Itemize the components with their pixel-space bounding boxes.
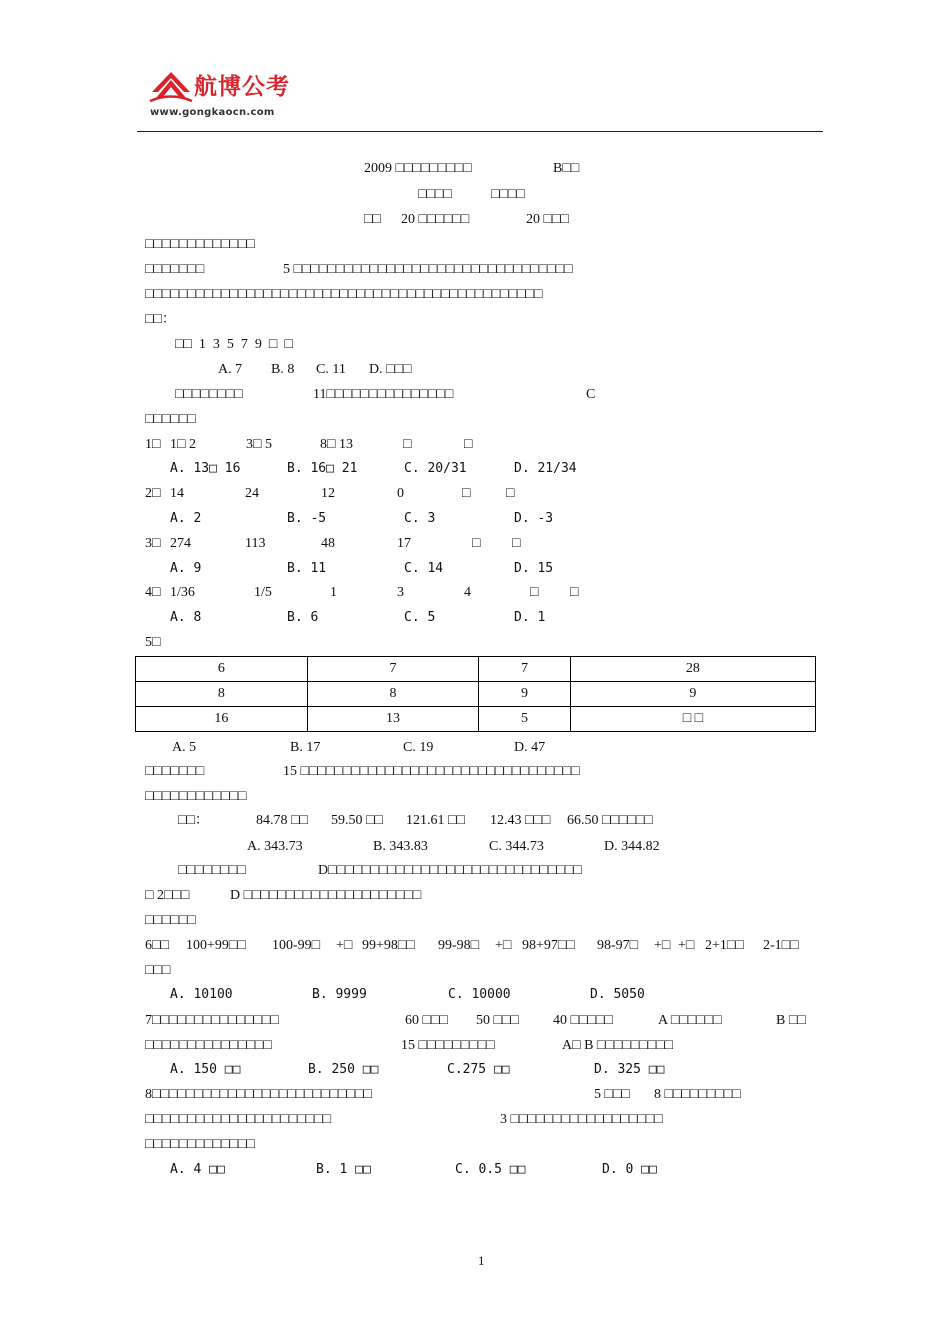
option-c: C. 20/31 — [404, 461, 467, 476]
expression-part: +□ — [678, 938, 695, 953]
subtitle-a: □□□□ — [418, 187, 452, 202]
question-stem: 7□□□□□□□□□□□□□□□ — [145, 1013, 279, 1028]
sequence-term: 1□ 2 — [170, 437, 196, 452]
option-b: B. 9999 — [312, 987, 367, 1002]
option-c: C. 3 — [404, 511, 436, 526]
option-a: A. 9 — [170, 561, 202, 576]
page-number: 1 — [478, 1253, 485, 1268]
sequence-term: □ — [462, 486, 471, 501]
start-label-2: □□□□□□ — [145, 913, 196, 928]
option-c: C. 0.5 □□ — [455, 1162, 526, 1177]
sequence-term: □ — [506, 486, 515, 501]
expression-part: +□ — [495, 938, 512, 953]
option-c: C. 5 — [404, 610, 436, 625]
option-d: D. 325 □□ — [594, 1062, 665, 1077]
option-c: C. 19 — [403, 740, 434, 755]
question-stem-part: 5 □□□ — [594, 1087, 630, 1102]
expression-part: 98+97□□ — [522, 938, 575, 953]
sequence-term: 113 — [245, 536, 266, 551]
instruction-2c: □□□□□□□□□□□□ — [145, 789, 247, 804]
option-b: B. 250 □□ — [308, 1062, 379, 1077]
table-cell: 9 — [479, 682, 571, 707]
sequence-term: 14 — [170, 486, 184, 501]
table-cell: 7 — [307, 657, 479, 682]
example-1-answer-letter: C — [586, 387, 596, 402]
expression-part: +□ — [336, 938, 353, 953]
question-number: 4□ — [145, 585, 161, 600]
expression-part: 100-99□ — [272, 938, 321, 953]
expression-part: 99+98□□ — [362, 938, 415, 953]
option-a: A. 150 □□ — [170, 1062, 241, 1077]
subtitle-b: □□□□ — [491, 187, 525, 202]
expression-part: +□ — [654, 938, 671, 953]
expression-part: 100+99□□ — [186, 938, 246, 953]
example-1-option-d: D. □□□ — [369, 362, 412, 377]
question-stem-part: A □□□□□□ — [658, 1013, 722, 1028]
title-line-3c: 20 □□□ — [526, 212, 569, 227]
question-number: 6□□ — [145, 938, 169, 953]
option-b: B. 11 — [287, 561, 327, 576]
example-1-sequence: □□ 1 3 5 7 9 □ □ — [175, 337, 293, 352]
option-d: D. 15 — [514, 561, 554, 576]
expression-part: 2-1□□ — [763, 938, 799, 953]
question-stem-part: A□ B □□□□□□□□□ — [562, 1038, 674, 1053]
question-number: 5□ — [145, 635, 161, 650]
table-cell: 6 — [136, 657, 308, 682]
example-2-option-d: D. 344.82 — [604, 839, 660, 854]
sequence-term: □ — [530, 585, 539, 600]
sequence-term: □ — [403, 437, 412, 452]
sequence-term: 24 — [245, 486, 259, 501]
sequence-term: 1/36 — [170, 585, 195, 600]
header-divider — [137, 131, 823, 132]
table-cell: 16 — [136, 707, 308, 732]
table-cell: 8 — [307, 682, 479, 707]
question-stem: □□□□□□□□□□□□□□□ — [145, 1038, 272, 1053]
option-d: D. 0 □□ — [602, 1162, 657, 1177]
option-b: B. 16□ 21 — [287, 461, 358, 476]
question-tail: □□□ — [145, 963, 171, 978]
question-stem-part: 60 □□□ — [405, 1013, 448, 1028]
option-b: B. -5 — [287, 511, 327, 526]
question-number: 2□ — [145, 486, 161, 501]
sequence-term: 3□ 5 — [246, 437, 272, 452]
table-cell: 9 — [570, 682, 815, 707]
sequence-term: 4 — [464, 585, 471, 600]
sequence-term: 8□ 13 — [320, 437, 353, 452]
instruction-b: 5 □□□□□□□□□□□□□□□□□□□□□□□□□□□□□□□□□ — [283, 262, 573, 277]
question-stem-part: 15 □□□□□□□□□ — [401, 1038, 495, 1053]
question-stem-part: 3 □□□□□□□□□□□□□□□□□□ — [500, 1112, 663, 1127]
option-b: B. 17 — [290, 740, 321, 755]
example-1-answer-b: 11□□□□□□□□□□□□□□□ — [313, 387, 454, 402]
example-1-option-a: A. 7 — [218, 362, 243, 377]
example-2-term: 84.78 □□ — [256, 813, 308, 828]
sequence-term: 3 — [397, 585, 404, 600]
sequence-term: 12 — [321, 486, 335, 501]
expression-part: 99-98□ — [438, 938, 480, 953]
example-2-term: 66.50 □□□□□□ — [567, 813, 653, 828]
option-a: A. 4 □□ — [170, 1162, 225, 1177]
section-heading: □□□□□□□□□□□□□ — [145, 237, 255, 252]
example-2-term: 121.61 □□ — [406, 813, 465, 828]
question-stem-part: 50 □□□ — [476, 1013, 519, 1028]
example-2-label: □□： — [178, 813, 209, 828]
option-d: D. 1 — [514, 610, 546, 625]
option-a: A. 5 — [172, 740, 197, 755]
question-stem: 8□□□□□□□□□□□□□□□□□□□□□□□□□□ — [145, 1087, 372, 1102]
question-stem-part: B □□ — [776, 1013, 806, 1028]
instruction-a: □□□□□□□ — [145, 262, 205, 277]
option-c: C. 14 — [404, 561, 444, 576]
option-a: A. 8 — [170, 610, 202, 625]
question-number: 1□ — [145, 437, 161, 452]
title-line-3a: □□ — [364, 212, 381, 227]
question-number: 3□ — [145, 536, 161, 551]
table-cell: 28 — [570, 657, 815, 682]
brand-logo-icon — [148, 70, 194, 104]
example-1-option-b: B. 8 — [271, 362, 295, 377]
example-2-option-b: B. 343.83 — [373, 839, 428, 854]
sequence-term: 1 — [330, 585, 337, 600]
expression-part: 98-97□ — [597, 938, 639, 953]
example-2-term: 12.43 □□□ — [490, 813, 551, 828]
option-c: C. 10000 — [448, 987, 511, 1002]
sequence-term: □ — [512, 536, 521, 551]
instruction-c: □□□□□□□□□□□□□□□□□□□□□□□□□□□□□□□□□□□□□□□□□□□□□□□ — [145, 287, 543, 302]
sequence-term: 274 — [170, 536, 191, 551]
example-1-answer-a: □□□□□□□□ — [175, 387, 243, 402]
title-line-3b: 20 □□□□□□ — [401, 212, 470, 227]
option-c: C.275 □□ — [447, 1062, 510, 1077]
sequence-term: 48 — [321, 536, 335, 551]
example-label: □□： — [145, 312, 176, 327]
table-cell: □ □ — [570, 707, 815, 732]
example-2-answer-c: □ 2□□□ — [145, 888, 190, 903]
sequence-term: 1/5 — [254, 585, 272, 600]
option-d: D. -3 — [514, 511, 554, 526]
question-stem: □□□□□□□□□□□□□ — [145, 1137, 255, 1152]
table-cell: 13 — [307, 707, 479, 732]
option-a: A. 2 — [170, 511, 202, 526]
table-cell: 7 — [479, 657, 571, 682]
option-d: D. 5050 — [590, 987, 645, 1002]
sequence-term: 17 — [397, 536, 411, 551]
number-grid-table — [135, 656, 816, 732]
brand-name: 航博公考 — [194, 74, 290, 100]
table-row — [136, 707, 816, 732]
question-stem-part: 40 □□□□□ — [553, 1013, 613, 1028]
option-b: B. 1 □□ — [316, 1162, 371, 1177]
example-2-term: 59.50 □□ — [331, 813, 383, 828]
example-2-answer-d: D □□□□□□□□□□□□□□□□□□□□□ — [230, 888, 422, 903]
question-stem-part: 8 □□□□□□□□□ — [654, 1087, 741, 1102]
table-cell: 8 — [136, 682, 308, 707]
example-2-answer-b: D□□□□□□□□□□□□□□□□□□□□□□□□□□□□□□ — [318, 863, 582, 878]
table-cell: 5 — [479, 707, 571, 732]
table-row — [136, 657, 816, 682]
instruction-2a: □□□□□□□ — [145, 764, 205, 779]
brand-url: www.gongkaocn.com — [150, 107, 275, 118]
option-a: A. 10100 — [170, 987, 233, 1002]
example-2-answer-a: □□□□□□□□ — [178, 863, 246, 878]
expression-part: 2+1□□ — [705, 938, 744, 953]
sequence-term: □ — [472, 536, 481, 551]
question-stem: □□□□□□□□□□□□□□□□□□□□□□ — [145, 1112, 332, 1127]
sequence-term: □ — [570, 585, 579, 600]
option-a: A. 13□ 16 — [170, 461, 241, 476]
instruction-2b: 15 □□□□□□□□□□□□□□□□□□□□□□□□□□□□□□□□□ — [283, 764, 580, 779]
table-row — [136, 682, 816, 707]
option-b: B. 6 — [287, 610, 319, 625]
sequence-term: 0 — [397, 486, 404, 501]
option-d: D. 21/34 — [514, 461, 577, 476]
title-version: B□□ — [553, 161, 580, 176]
sequence-term: □ — [464, 437, 473, 452]
start-label: □□□□□□ — [145, 412, 196, 427]
example-1-option-c: C. 11 — [316, 362, 346, 377]
example-2-option-c: C. 344.73 — [489, 839, 544, 854]
title-line-1: 2009 □□□□□□□□□ — [364, 161, 472, 176]
option-d: D. 47 — [514, 740, 546, 755]
example-2-option-a: A. 343.73 — [247, 839, 303, 854]
